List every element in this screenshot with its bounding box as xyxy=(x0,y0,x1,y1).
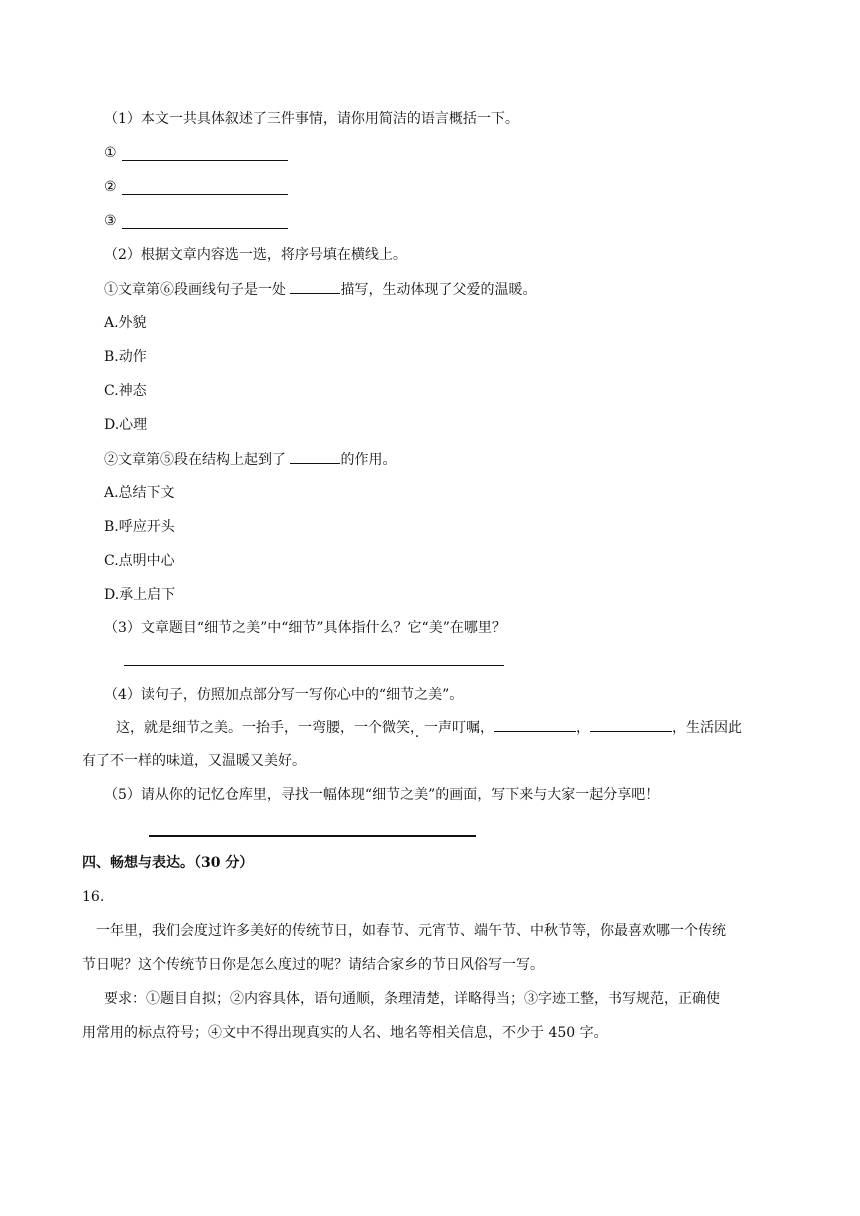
q4-line-end: ，生活因此 xyxy=(672,720,742,736)
q4-dotted-phrase: 一个微笑，一声叮嘱 · xyxy=(354,720,480,736)
q4-example-line-2: 有了不一样的味道，又温暖又美好。 xyxy=(82,753,306,769)
q2-sub1-option-d: D.心理 xyxy=(104,417,148,433)
q4-example-line-1 xyxy=(116,717,742,738)
q1-item-2 xyxy=(104,177,117,197)
q1-prompt: （1）本文一共具体叙述了三件事情，请你用简洁的语言概括一下。 xyxy=(104,111,519,127)
q1-item-1-marker: ① xyxy=(104,145,117,161)
section-4-heading: 四、畅想与表达。（30 分） xyxy=(82,855,254,871)
q2-sub2-blank[interactable] xyxy=(290,449,340,464)
q4-prompt: （4）读句子，仿照加点部分写一写你心中的“细节之美”。 xyxy=(104,687,464,703)
q3-answer-line[interactable] xyxy=(124,665,504,666)
q1-item-2-marker: ② xyxy=(104,179,117,195)
q16-paragraph-line-2: 节日呢？这个传统节日你是怎么度过的呢？请结合家乡的节日风俗写一写。 xyxy=(82,957,544,973)
q4-example-text: 这，就是细节之美。一抬手，一弯腰， xyxy=(116,720,354,736)
q1-item-3 xyxy=(104,211,117,231)
q3-prompt: （3）文章题目“细节之美”中“细节”具体指什么？它“美”在哪里？ xyxy=(104,620,506,636)
q2-sub1-after: 描写，生动体现了父爱的温暖。 xyxy=(340,282,537,298)
q2-sub2-option-a: A.总结下文 xyxy=(104,485,175,501)
q4-blank-1[interactable] xyxy=(494,717,576,732)
q16-requirements-line-1: 要求：①题目自拟；②内容具体，语句通顺，条理清楚，详略得当；③字迹工整，书写规范，正确使 xyxy=(104,991,720,1007)
q1-item-3-marker: ③ xyxy=(104,213,117,229)
q2-sub1-blank[interactable] xyxy=(290,279,340,294)
q2-sub1-before: ①文章第⑥段画线句子是一处 xyxy=(104,282,286,298)
q5-answer-line[interactable] xyxy=(149,835,476,837)
q1-item-1 xyxy=(104,143,117,163)
q2-sub1-option-a: A.外貌 xyxy=(104,315,147,331)
q2-sub2-before: ②文章第⑤段在结构上起到了 xyxy=(104,452,286,468)
q2-sub2 xyxy=(104,449,396,470)
q2-sub2-option-c: C.点明中心 xyxy=(104,553,175,569)
q1-answer-line-1[interactable] xyxy=(122,160,288,161)
q16-requirements-line-2: 用常用的标点符号；④文中不得出现真实的人名、地名等相关信息，不少于 450 字。 xyxy=(82,1025,608,1041)
q2-prompt: （2）根据文章内容选一选，将序号填在横线上。 xyxy=(104,247,407,263)
q2-sub1 xyxy=(104,279,536,300)
q2-sub1-option-b: B.动作 xyxy=(104,349,147,365)
q4-comma-2: ， xyxy=(576,720,590,736)
q4-blank-2[interactable] xyxy=(590,717,672,732)
q2-sub2-after: 的作用。 xyxy=(340,452,397,468)
q1-answer-line-3[interactable] xyxy=(122,228,288,229)
q2-sub2-option-d: D.承上启下 xyxy=(104,587,176,603)
q2-sub2-option-b: B.呼应开头 xyxy=(104,519,175,535)
question-16-number: 16. xyxy=(82,889,105,905)
q4-comma-1: ， xyxy=(480,720,494,736)
q2-sub1-option-c: C.神态 xyxy=(104,383,147,399)
q5-prompt: （5）请从你的记忆仓库里，寻找一幅体现“细节之美”的画面，写下来与大家一起分享吧！ xyxy=(104,787,660,803)
q1-answer-line-2[interactable] xyxy=(122,194,288,195)
q16-paragraph-line-1: 一年里，我们会度过许多美好的传统节日，如春节、元宵节、端午节、中秋节等，你最喜欢哪一个传统 xyxy=(96,923,726,939)
